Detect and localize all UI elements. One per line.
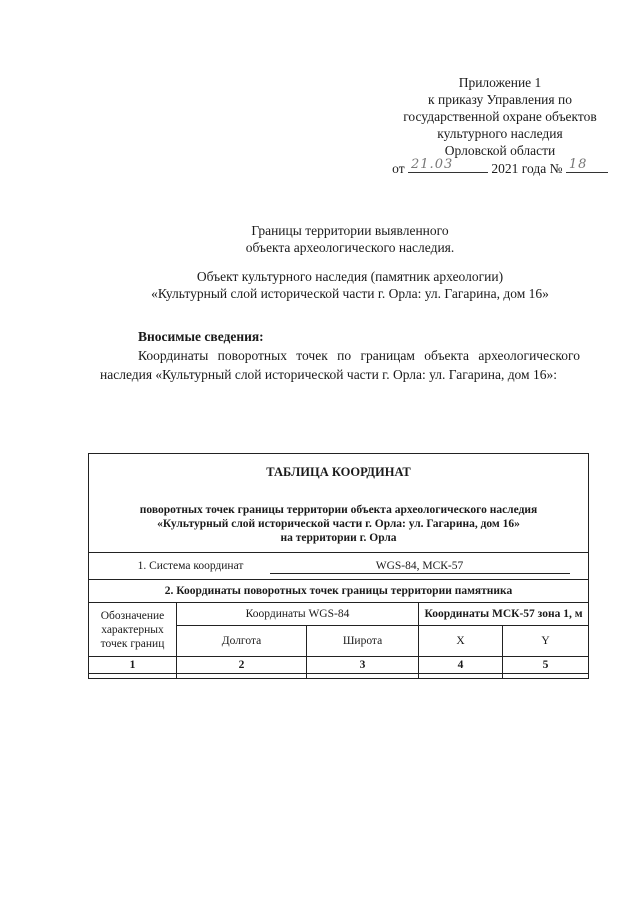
section-2-heading: 2. Координаты поворотных точек границы территории памятника bbox=[89, 580, 589, 603]
table-subtitle-1: поворотных точек границы территории объекта археологического наследия bbox=[139, 504, 538, 516]
title-line-2: объекта археологического наследия. bbox=[245, 240, 455, 255]
appendix-line-1: Приложение 1 bbox=[458, 75, 542, 90]
coordinate-system-row bbox=[89, 553, 589, 580]
column-number-2: 2 bbox=[177, 657, 307, 674]
table-subtitle-2: «Культурный слой исторической части г. Орла: ул. Гагарина, дом 16» bbox=[157, 518, 520, 530]
coordinate-system-value: WGS-84, МСК-57 bbox=[270, 559, 570, 574]
table-continuation bbox=[419, 674, 503, 679]
date-blank bbox=[408, 159, 488, 173]
column-number-4: 4 bbox=[419, 657, 503, 674]
date-prefix: от bbox=[392, 161, 405, 176]
intro-block bbox=[100, 327, 580, 384]
table-caption bbox=[89, 454, 589, 553]
column-number-5: 5 bbox=[503, 657, 589, 674]
col-y-header: Y bbox=[503, 626, 589, 657]
column-number-1: 1 bbox=[89, 657, 177, 674]
table-continuation bbox=[307, 674, 419, 679]
handwritten-date: 21.03 bbox=[411, 157, 454, 172]
appendix-line-2: к приказу Управления по bbox=[428, 92, 572, 107]
msk57-group-header: Координаты МСК-57 зона 1, м bbox=[419, 603, 589, 626]
column-number-3: 3 bbox=[307, 657, 419, 674]
appendix-line-3: государственной охране объектов bbox=[403, 109, 597, 124]
appendix-block bbox=[370, 74, 630, 177]
appendix-line-5: Орловской области bbox=[444, 143, 556, 158]
title-line-3: Объект культурного наследия (памятник археологии) bbox=[196, 269, 504, 284]
appendix-line-4: культурного наследия bbox=[437, 126, 563, 141]
col-designation-header: Обозначение характерных точек границ bbox=[89, 603, 177, 657]
appendix-date-line bbox=[370, 159, 630, 177]
col-latitude-header: Широта bbox=[307, 626, 419, 657]
table-continuation bbox=[177, 674, 307, 679]
title-line-1: Границы территории выявленного bbox=[251, 223, 449, 238]
document-title bbox=[80, 222, 620, 302]
table-subtitle-3: на территории г. Орла bbox=[280, 532, 397, 544]
table-continuation bbox=[503, 674, 589, 679]
coordinates-table bbox=[88, 453, 589, 679]
intro-heading: Вносимые сведения: bbox=[138, 329, 264, 344]
table-title: ТАБЛИЦА КООРДИНАТ bbox=[266, 465, 411, 479]
intro-paragraph: Координаты поворотных точек по границам объекта археологического наследия «Культурный слой исторической части г. Орла: ул. Гагарина, дом 16»: bbox=[100, 348, 580, 382]
handwritten-number: 18 bbox=[568, 157, 588, 172]
wgs84-group-header: Координаты WGS-84 bbox=[177, 603, 419, 626]
col-x-header: X bbox=[419, 626, 503, 657]
table-continuation bbox=[89, 674, 177, 679]
coordinate-system-label: 1. Система координат bbox=[137, 559, 244, 572]
year-text: 2021 года № bbox=[491, 161, 563, 176]
title-line-4: «Культурный слой исторической части г. Орла: ул. Гагарина, дом 16» bbox=[151, 286, 549, 301]
col-longitude-header: Долгота bbox=[177, 626, 307, 657]
number-blank bbox=[566, 159, 608, 173]
